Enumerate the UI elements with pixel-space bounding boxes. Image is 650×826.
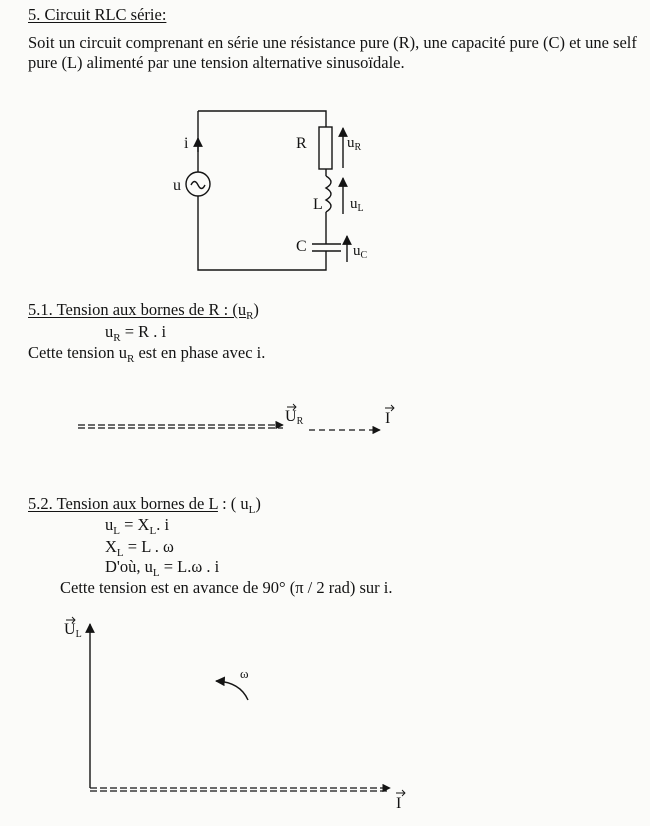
resistor-label: R xyxy=(296,135,307,152)
ul-label: $u_L$ xyxy=(350,196,364,214)
rlc-circuit xyxy=(186,111,347,270)
ul-result-equation: D'où, $u_L = L.\omega$ . i xyxy=(105,557,220,579)
vector-diagram-l xyxy=(64,617,405,812)
ur-equation: $u_R = R$ . i xyxy=(105,322,167,344)
inductor-symbol xyxy=(326,176,331,212)
rotation-arrow xyxy=(216,681,248,700)
advance-statement: Cette tension est en avance de 90° (π / 2 rad) sur i. xyxy=(60,578,393,597)
capacitor-label: C xyxy=(296,238,307,255)
i-vector-label: I xyxy=(385,410,391,427)
resistor-symbol xyxy=(319,127,332,169)
ul-equation: $u_L = X_L$. i xyxy=(105,515,170,537)
ur-label: $u_R$ xyxy=(347,135,362,153)
ul-vector-label: UL xyxy=(64,621,82,640)
xl-equation: $X_L = L$ . ω xyxy=(105,537,174,559)
section-5-intro: Soit un circuit comprenant en série une résistance pure (R), une capacité pure (C) et une self pure (L) alimenté par une tension alternative sinusoïdale. xyxy=(28,33,637,72)
source-label: u xyxy=(173,177,181,194)
i-vector-label-l: I xyxy=(396,795,402,812)
current-label: i xyxy=(184,135,189,152)
circuit-labels xyxy=(173,135,368,261)
section-5-title: 5. Circuit RLC série: xyxy=(28,5,167,24)
vector-diagram-r xyxy=(78,404,394,430)
capacitor-symbol xyxy=(312,244,341,251)
circuit-wire-top xyxy=(198,111,326,127)
ur-vector-label: UR xyxy=(285,408,304,427)
section-52-title: 5.2. Tension aux bornes de L : ( $u_L$) xyxy=(28,494,261,516)
inductor-label: L xyxy=(313,196,323,213)
circuit-wire-left-bottom xyxy=(198,111,326,270)
section-51-title: 5.1. Tension aux bornes de R : $(u_R)$ xyxy=(28,300,259,322)
phase-statement: Cette tension $u_R$ est en phase avec i. xyxy=(28,343,266,365)
omega-label: ω xyxy=(240,666,249,681)
uc-label: $u_C$ xyxy=(353,243,368,261)
